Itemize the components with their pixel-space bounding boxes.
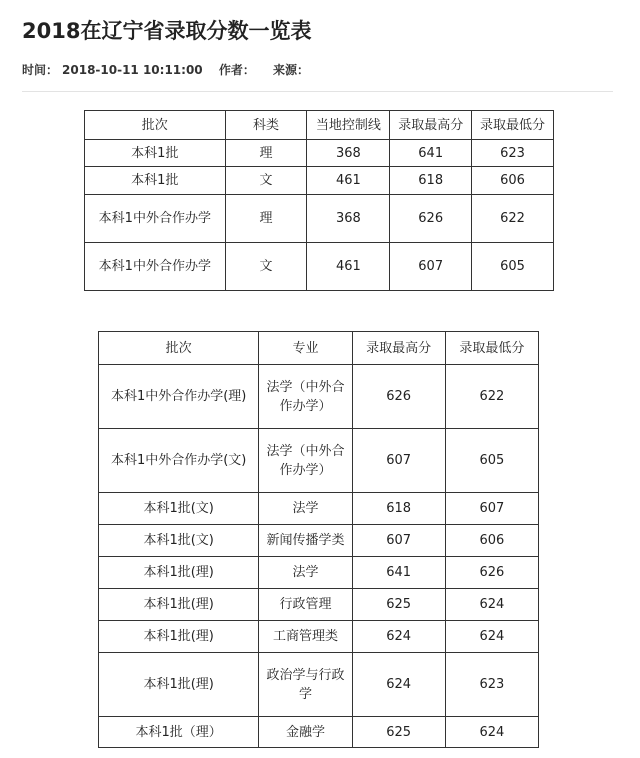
table-cell: 622 xyxy=(445,365,538,429)
header-cell: 录取最低分 xyxy=(445,332,538,365)
table-row xyxy=(99,717,539,748)
table-cell: 606 xyxy=(445,525,538,557)
table-cell: 文 xyxy=(225,243,307,291)
table-row xyxy=(85,243,554,291)
table-cell: 本科1批(理) xyxy=(99,589,259,621)
table-cell: 607 xyxy=(390,243,472,291)
table-cell: 618 xyxy=(390,167,472,195)
table-row xyxy=(99,621,539,653)
table-cell: 622 xyxy=(472,195,554,243)
table-cell: 368 xyxy=(307,195,390,243)
table-cell: 625 xyxy=(352,717,445,748)
article-title: 2018在辽宁省录取分数一览表 xyxy=(22,19,312,43)
table-cell: 606 xyxy=(472,167,554,195)
header-cell: 专业 xyxy=(259,332,352,365)
source-label: 来源： xyxy=(273,63,310,77)
table-header-row xyxy=(85,111,554,140)
table-cell: 法学 xyxy=(259,493,352,525)
table-cell: 理 xyxy=(225,140,307,167)
table-row xyxy=(99,429,539,493)
article-meta xyxy=(22,61,313,78)
table-cell: 文 xyxy=(225,167,307,195)
header-cell: 批次 xyxy=(99,332,259,365)
table-cell: 618 xyxy=(352,493,445,525)
table-cell: 法学（中外合作办学） xyxy=(259,429,352,493)
time-label: 时间： xyxy=(22,63,59,77)
table-cell: 623 xyxy=(445,653,538,717)
table-cell: 本科1批(文) xyxy=(99,525,259,557)
table-cell: 623 xyxy=(472,140,554,167)
table-row xyxy=(99,653,539,717)
table-cell: 641 xyxy=(390,140,472,167)
table-cell: 605 xyxy=(472,243,554,291)
table-cell: 625 xyxy=(352,589,445,621)
table-cell: 理 xyxy=(225,195,307,243)
table-cell: 607 xyxy=(352,525,445,557)
table-cell: 政治学与行政学 xyxy=(259,653,352,717)
table-cell: 本科1批(理) xyxy=(99,557,259,589)
table-cell: 法学 xyxy=(259,557,352,589)
divider xyxy=(22,91,613,92)
table-cell: 本科1批（理） xyxy=(99,717,259,748)
header-cell: 录取最高分 xyxy=(352,332,445,365)
table-row xyxy=(85,167,554,195)
table-cell: 金融学 xyxy=(259,717,352,748)
table-cell: 本科1批(文) xyxy=(99,493,259,525)
table-cell: 626 xyxy=(445,557,538,589)
table-cell: 626 xyxy=(352,365,445,429)
table-row xyxy=(85,140,554,167)
table-row xyxy=(99,557,539,589)
table-header-row xyxy=(99,332,539,365)
table-cell: 法学（中外合作办学） xyxy=(259,365,352,429)
table-cell: 461 xyxy=(307,167,390,195)
table-cell: 607 xyxy=(352,429,445,493)
table-row xyxy=(99,365,539,429)
table-cell: 本科1批(理) xyxy=(99,653,259,717)
table-cell: 本科1中外合作办学 xyxy=(85,243,226,291)
table-row xyxy=(99,589,539,621)
table-cell: 624 xyxy=(445,717,538,748)
header-cell: 录取最高分 xyxy=(390,111,472,140)
table-cell: 624 xyxy=(445,589,538,621)
table-row xyxy=(99,493,539,525)
score-table-by-category xyxy=(84,110,554,291)
table-row xyxy=(85,195,554,243)
table-cell: 461 xyxy=(307,243,390,291)
table-cell: 本科1批 xyxy=(85,140,226,167)
table-cell: 605 xyxy=(445,429,538,493)
table-cell: 624 xyxy=(445,621,538,653)
table-cell: 本科1批(理) xyxy=(99,621,259,653)
table-cell: 641 xyxy=(352,557,445,589)
table-cell: 本科1中外合作办学 xyxy=(85,195,226,243)
table-cell: 本科1中外合作办学(文) xyxy=(99,429,259,493)
table-cell: 368 xyxy=(307,140,390,167)
table-row xyxy=(99,525,539,557)
table-cell: 624 xyxy=(352,621,445,653)
header-cell: 批次 xyxy=(85,111,226,140)
table-cell: 工商管理类 xyxy=(259,621,352,653)
table-cell: 本科1批 xyxy=(85,167,226,195)
score-table-by-major xyxy=(98,331,539,748)
table-cell: 本科1中外合作办学(理) xyxy=(99,365,259,429)
table-cell: 607 xyxy=(445,493,538,525)
table-cell: 626 xyxy=(390,195,472,243)
header-cell: 当地控制线 xyxy=(307,111,390,140)
table-cell: 行政管理 xyxy=(259,589,352,621)
table-cell: 新闻传播学类 xyxy=(259,525,352,557)
header-cell: 录取最低分 xyxy=(472,111,554,140)
table-cell: 624 xyxy=(352,653,445,717)
time-value: 2018-10-11 10:11:00 xyxy=(62,63,203,77)
author-label: 作者： xyxy=(218,63,255,77)
header-cell: 科类 xyxy=(225,111,307,140)
